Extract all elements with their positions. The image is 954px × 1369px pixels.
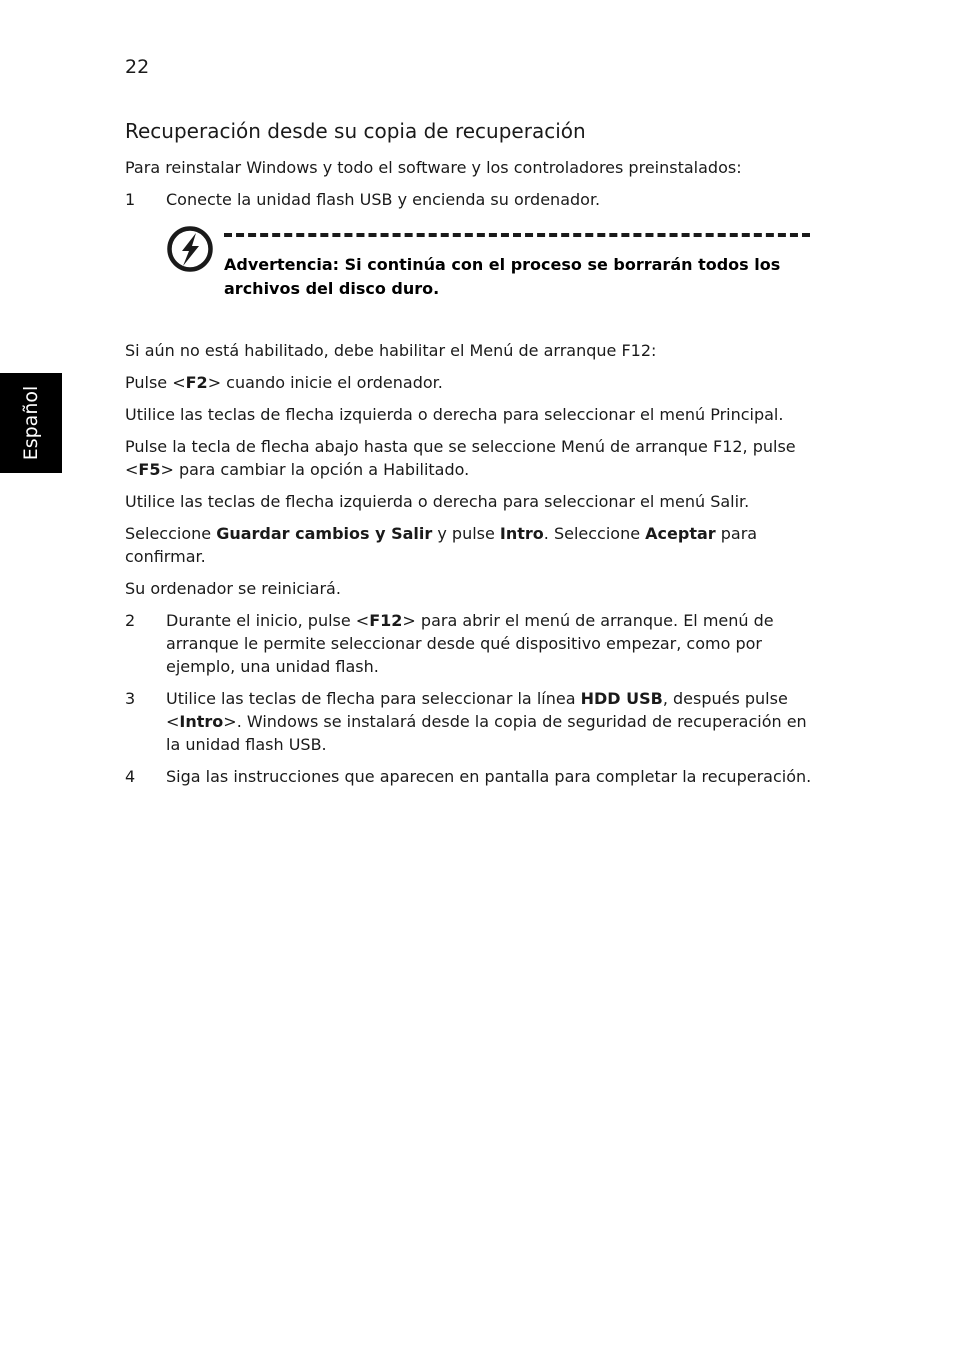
warning-text: Advertencia: Si continúa con el proceso se borrarán todos los archivos del disco duro.	[224, 255, 781, 298]
key-enter: Intro	[499, 524, 544, 543]
key-f12: F12	[369, 611, 403, 630]
step-2	[125, 609, 815, 678]
key-f2: F2	[185, 373, 208, 392]
bios-paragraph-4	[125, 435, 815, 481]
step-number: 2	[125, 611, 136, 630]
text-segment: Pulse <	[125, 373, 186, 392]
text-segment: Pulse la tecla de flecha abajo hasta que se seleccione Menú de arranque F12, pulse <	[125, 437, 796, 479]
bios-paragraph-6	[125, 522, 815, 568]
text-segment: > para cambiar la opción a Habilitado.	[160, 460, 470, 479]
intro-paragraph: Para reinstalar Windows y todo el software y los controladores preinstalados:	[125, 158, 742, 177]
option-hdd-usb: HDD USB	[580, 689, 663, 708]
text-segment: y pulse	[432, 524, 500, 543]
bios-paragraph-1: Si aún no está habilitado, debe habilitar el Menú de arranque F12:	[125, 341, 657, 360]
text-segment: Utilice las teclas de flecha para seleccionar la línea	[166, 689, 581, 708]
key-enter: Intro	[179, 712, 224, 731]
warning-lightning-icon	[166, 225, 214, 273]
language-tab	[0, 373, 62, 473]
language-tab-label: Español	[20, 385, 42, 461]
step-1	[125, 188, 815, 211]
step-number: 3	[125, 689, 136, 708]
section-title: Recuperación desde su copia de recuperación	[125, 119, 586, 143]
warning-box	[166, 225, 815, 305]
step-text: Siga las instrucciones que aparecen en pantalla para completar la recuperación.	[166, 767, 812, 786]
page-number: 22	[125, 56, 150, 78]
key-f5: F5	[138, 460, 161, 479]
text-segment: >. Windows se instalará desde la copia de seguridad de recuperación en la unidad flash USB.	[166, 712, 807, 754]
text-segment: > cuando inicie el ordenador.	[207, 373, 443, 392]
text-segment: > para abrir el menú de arranque. El menú de arranque le permite seleccionar desde qué dispositivo empezar, como por ejemplo, una unidad flash.	[166, 611, 774, 676]
text-segment: Durante el inicio, pulse <	[166, 611, 370, 630]
step-4	[125, 765, 815, 788]
text-segment: , después pulse <	[166, 689, 788, 731]
bios-paragraph-7: Su ordenador se reiniciará.	[125, 579, 341, 598]
text-segment: para confirmar.	[125, 524, 758, 566]
step-number: 1	[125, 190, 136, 209]
bios-paragraph-5: Utilice las teclas de flecha izquierda o derecha para seleccionar el menú Salir.	[125, 492, 750, 511]
step-3	[125, 687, 815, 756]
option-save-exit: Guardar cambios y Salir	[216, 524, 433, 543]
bios-paragraph-3: Utilice las teclas de flecha izquierda o derecha para seleccionar el menú Principal.	[125, 405, 784, 424]
text-segment: Seleccione	[125, 524, 217, 543]
bios-paragraph-2	[125, 371, 815, 394]
warning-divider	[224, 233, 810, 237]
step-number: 4	[125, 767, 136, 786]
option-accept: Aceptar	[645, 524, 716, 543]
step-text: Conecte la unidad flash USB y encienda su ordenador.	[166, 190, 601, 209]
text-segment: . Seleccione	[543, 524, 646, 543]
page-content	[125, 116, 815, 797]
